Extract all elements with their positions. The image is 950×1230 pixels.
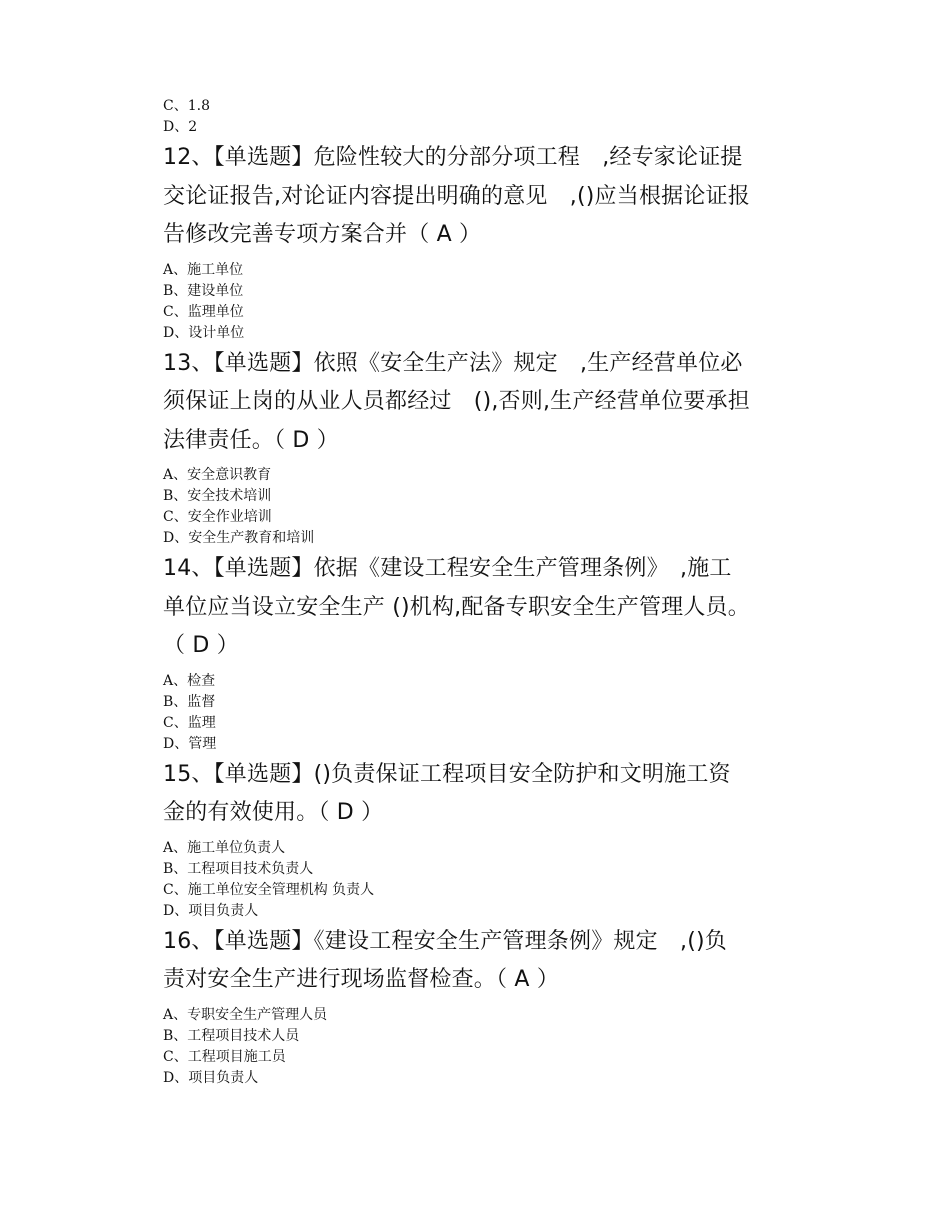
question-12	[163, 139, 803, 255]
option-c: C、1.8	[163, 98, 210, 114]
option-c: C、施工单位安全管理机构 负责人	[163, 881, 375, 898]
option-d: D、项目负责人	[163, 1069, 259, 1086]
question-line: 金的有效使用。（ D ）	[163, 800, 384, 825]
option-b: B、建设单位	[163, 282, 244, 299]
question-line: 14、【单选题】依据《建设工程安全生产管理条例》 ,施工	[163, 556, 732, 581]
option-c: C、监理	[163, 714, 216, 731]
option-a: A、检查	[163, 672, 216, 689]
question-16	[163, 923, 803, 1000]
question-line: 15、【单选题】()负责保证工程项目安全防护和文明施工资	[163, 761, 731, 787]
question-line: 告修改完善专项方案合并（ A ）	[163, 222, 482, 247]
question-line: 交论证报告,对论证内容提出明确的意见 ,()应当根据论证报	[163, 183, 750, 209]
option-a: A、施工单位	[163, 261, 244, 278]
question-line: 12、【单选题】危险性较大的分部分项工程 ,经专家论证提	[163, 145, 743, 170]
question-line: 法律责任。（ D ）	[163, 427, 339, 453]
document-page	[163, 96, 803, 1089]
option-d: D、安全生产教育和培训	[163, 530, 315, 546]
option-b: B、安全技术培训	[163, 488, 272, 504]
question-line: 须保证上岗的从业人员都经过 (),否则,生产经营单位要承担	[163, 389, 750, 414]
option-a: A、安全意识教育	[163, 467, 272, 483]
question-line: （ D ）	[163, 633, 239, 658]
question-14	[163, 550, 803, 666]
question-15	[163, 756, 803, 833]
option-c: C、工程项目施工员	[163, 1048, 286, 1065]
option-b: B、工程项目技术人员	[163, 1027, 300, 1044]
question-line: 单位应当设立安全生产 ()机构,配备专职安全生产管理人员。	[163, 594, 750, 620]
question-line: 责对安全生产进行现场监督检查。（ A ）	[163, 967, 560, 992]
option-d: D、项目负责人	[163, 902, 259, 919]
option-a: A、专职安全生产管理人员	[163, 1006, 328, 1023]
option-b: B、监督	[163, 693, 216, 710]
question-13	[163, 345, 803, 461]
option-d: D、2	[163, 119, 198, 135]
option-b: B、工程项目技术负责人	[163, 860, 314, 877]
option-d: D、设计单位	[163, 324, 245, 341]
option-d: D、管理	[163, 735, 217, 752]
question-line: 16、【单选题】《建设工程安全生产管理条例》规定 ,()负	[163, 928, 727, 954]
option-a: A、施工单位负责人	[163, 839, 286, 856]
option-c: C、安全作业培训	[163, 509, 272, 525]
question-line: 13、【单选题】依照《安全生产法》规定 ,生产经营单位必	[163, 350, 743, 376]
option-c: C、监理单位	[163, 303, 244, 320]
